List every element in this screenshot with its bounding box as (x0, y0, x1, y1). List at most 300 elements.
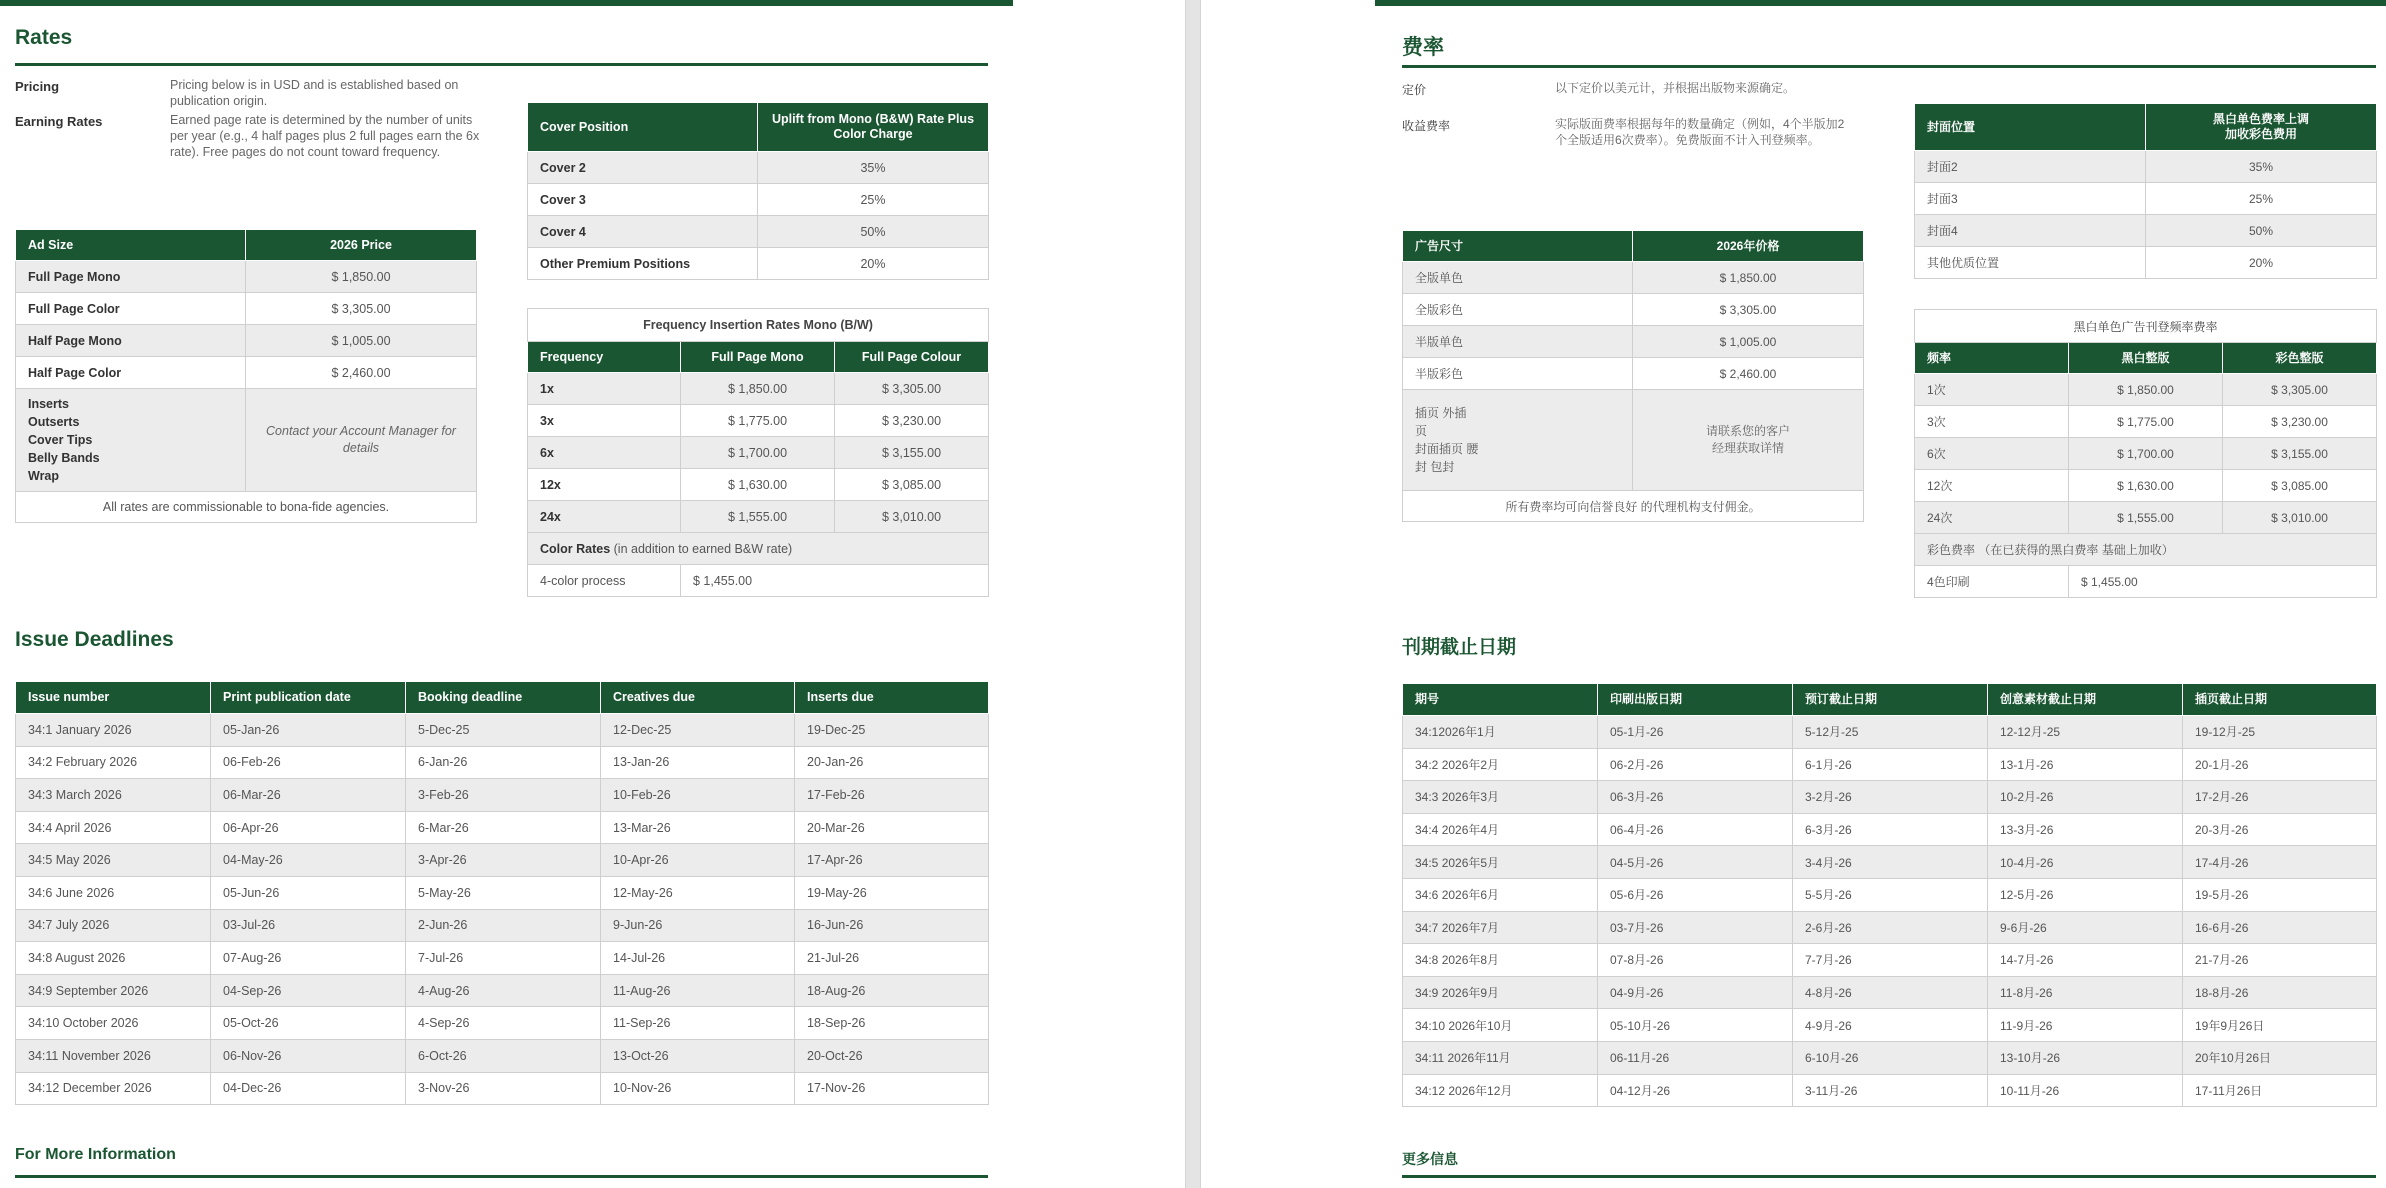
deadline-cell: 21-7月-26 (2183, 944, 2377, 977)
deadline-cell: 04-Sep-26 (211, 974, 406, 1007)
deadline-cell: 3-11月-26 (1793, 1074, 1988, 1107)
deadline-cell: 05-10月-26 (1598, 1009, 1793, 1042)
deadline-cell: 11-8月-26 (1988, 976, 2183, 1009)
table-row (1403, 390, 1864, 491)
deadline-cell: 34:3 2026年3月 (1403, 781, 1598, 814)
table-row (16, 746, 989, 779)
contact-note: Contact your Account Manager for details (246, 389, 477, 492)
colour-rate-cell: $ 3,305.00 (835, 373, 989, 405)
deadline-cell: 17-Apr-26 (795, 844, 989, 877)
deadline-cell: 34:7 2026年7月 (1403, 911, 1598, 944)
inserts-due-header: Inserts due (795, 682, 989, 714)
top-accent-bar (0, 0, 1013, 6)
cover-position-cell: 封面4 (1915, 215, 2146, 247)
deadline-cell: 20-Oct-26 (795, 1039, 989, 1072)
earning-rates-text: 实际版面费率根据每年的数量确定（例如，4个半版加2个全版适用6次费率）。免费版面不计入刊登频率。 (1555, 117, 1845, 147)
deadline-cell: 6-10月-26 (1793, 1041, 1988, 1074)
deadline-cell: 06-4月-26 (1598, 813, 1793, 846)
deadline-cell: 3-2月-26 (1793, 781, 1988, 814)
pricing-text: 以下定价以美元计，并根据出版物来源确定。 (1555, 81, 1796, 95)
ad-size-cell: Half Page Color (16, 357, 246, 389)
table-row (1915, 438, 2377, 470)
table-row (16, 357, 477, 389)
table-row (16, 876, 989, 909)
color-rates-label: Color Rates (540, 541, 611, 556)
colour-rate-cell: $ 3,085.00 (2223, 470, 2377, 502)
deadline-cell: 13-10月-26 (1988, 1041, 2183, 1074)
special-item: 封面插页 腰 (1415, 442, 1479, 456)
table-row (16, 974, 989, 1007)
frequency-cell: 1x (528, 373, 681, 405)
deadline-cell: 17-11月26日 (2183, 1074, 2377, 1107)
deadline-cell: 34:1 January 2026 (16, 714, 211, 747)
deadline-cell: 34:5 2026年5月 (1403, 846, 1598, 879)
deadline-cell: 5-5月-26 (1793, 878, 1988, 911)
table-row (16, 1072, 989, 1105)
more-info-rule (15, 1175, 988, 1178)
creatives-due-header: 创意素材截止日期 (1988, 684, 2183, 716)
cover-position-header: 封面位置 (1915, 104, 2146, 151)
deadline-cell: 14-7月-26 (1988, 944, 2183, 977)
table-row (528, 469, 989, 501)
table-row (16, 325, 477, 357)
deadline-cell: 5-May-26 (406, 876, 601, 909)
cover-position-table (1914, 103, 2377, 279)
cover-position-table (527, 102, 989, 280)
deadline-cell: 3-4月-26 (1793, 846, 1988, 879)
deadline-cell: 3-Nov-26 (406, 1072, 601, 1105)
contact-note: 请联系您的客户经理获取详情 (1633, 390, 1864, 491)
mono-rate-cell: $ 1,630.00 (2069, 470, 2223, 502)
table-row (528, 216, 989, 248)
table-row (16, 844, 989, 877)
deadline-cell: 34:11 November 2026 (16, 1039, 211, 1072)
table-row (1403, 294, 1864, 326)
more-info-title: For More Information (15, 1146, 176, 1163)
deadline-cell: 12-5月-26 (1988, 878, 2183, 911)
creatives-due-header: Creatives due (601, 682, 795, 714)
full-page-colour-header: Full Page Colour (835, 342, 989, 373)
deadline-cell: 13-3月-26 (1988, 813, 2183, 846)
special-item: Inserts (28, 397, 69, 411)
special-item: Outserts (28, 415, 80, 429)
title-rule (15, 63, 988, 66)
deadline-cell: 17-2月-26 (2183, 781, 2377, 814)
price-header: 2026 Price (246, 230, 477, 261)
table-row (528, 248, 989, 280)
deadline-cell: 11-9月-26 (1988, 1009, 2183, 1042)
mono-rate-cell: $ 1,700.00 (2069, 438, 2223, 470)
colour-rate-cell: $ 3,230.00 (835, 405, 989, 437)
deadline-cell: 06-Nov-26 (211, 1039, 406, 1072)
ad-size-cell: 全版单色 (1403, 262, 1633, 294)
uplift-header: Uplift from Mono (B&W) Rate Plus Color Charge (758, 103, 989, 152)
frequency-table-caption: 黑白单色广告刊登频率费率 (1915, 310, 2377, 343)
deadline-cell: 4-Sep-26 (406, 1007, 601, 1040)
full-page-mono-header: 黑白整版 (2069, 343, 2223, 374)
deadline-cell: 10-4月-26 (1988, 846, 2183, 879)
deadline-cell: 04-12月-26 (1598, 1074, 1793, 1107)
deadline-cell: 11-Sep-26 (601, 1007, 795, 1040)
deadline-cell: 13-Mar-26 (601, 811, 795, 844)
deadline-cell: 34:3 March 2026 (16, 779, 211, 812)
table-row (1403, 748, 2377, 781)
deadline-cell: 3-Feb-26 (406, 779, 601, 812)
pricing-label: Pricing (15, 79, 60, 94)
ad-size-header: Ad Size (16, 230, 246, 261)
inserts-due-header: 插页截止日期 (2183, 684, 2377, 716)
frequency-cell: 3x (528, 405, 681, 437)
table-row (1403, 878, 2377, 911)
table-row (1915, 406, 2377, 438)
deadline-cell: 34:7 July 2026 (16, 909, 211, 942)
special-item: Belly Bands (28, 451, 100, 465)
deadline-cell: 19-5月-26 (2183, 878, 2377, 911)
deadline-cell: 16-Jun-26 (795, 909, 989, 942)
price-cell: $ 3,305.00 (246, 293, 477, 325)
special-item: 页 (1415, 424, 1428, 438)
table-row (528, 501, 989, 533)
color-rates-note: （在已获得的黑白费率 基础上加收） (1978, 543, 2174, 557)
table-row (1915, 502, 2377, 534)
deadline-cell: 7-Jul-26 (406, 942, 601, 975)
color-rates-row (1915, 534, 2377, 566)
deadline-cell: 17-Feb-26 (795, 779, 989, 812)
deadline-cell: 5-12月-25 (1793, 716, 1988, 749)
deadline-cell: 2-Jun-26 (406, 909, 601, 942)
frequency-cell: 3次 (1915, 406, 2069, 438)
deadline-cell: 06-Mar-26 (211, 779, 406, 812)
deadline-cell: 34:4 April 2026 (16, 811, 211, 844)
frequency-table-caption: Frequency Insertion Rates Mono (B/W) (528, 309, 989, 342)
deadline-cell: 05-1月-26 (1598, 716, 1793, 749)
booking-deadline-header: 预订截止日期 (1793, 684, 1988, 716)
deadline-cell: 3-Apr-26 (406, 844, 601, 877)
uplift-cell: 25% (2146, 183, 2377, 215)
colour-rate-cell: $ 3,010.00 (2223, 502, 2377, 534)
table-row (528, 437, 989, 469)
deadline-cell: 6-Oct-26 (406, 1039, 601, 1072)
cover-position-cell: Other Premium Positions (528, 248, 758, 280)
uplift-cell: 25% (758, 184, 989, 216)
cover-position-header: Cover Position (528, 103, 758, 152)
deadline-cell: 04-May-26 (211, 844, 406, 877)
uplift-cell: 50% (758, 216, 989, 248)
deadline-cell: 18-8月-26 (2183, 976, 2377, 1009)
deadline-cell: 20-3月-26 (2183, 813, 2377, 846)
price-cell: $ 1,005.00 (246, 325, 477, 357)
process-value: $ 1,455.00 (681, 565, 989, 597)
price-header: 2026年价格 (1633, 231, 1864, 262)
process-label: 4-color process (528, 565, 681, 597)
table-row (16, 942, 989, 975)
deadline-cell: 14-Jul-26 (601, 942, 795, 975)
deadline-cell: 16-6月-26 (2183, 911, 2377, 944)
uplift-cell: 35% (758, 152, 989, 184)
table-row (16, 293, 477, 325)
table-row (16, 1007, 989, 1040)
process-value: $ 1,455.00 (2069, 566, 2377, 598)
deadline-cell: 34:4 2026年4月 (1403, 813, 1598, 846)
issue-number-header: 期号 (1403, 684, 1598, 716)
deadline-cell: 4-9月-26 (1793, 1009, 1988, 1042)
table-row (528, 184, 989, 216)
deadline-cell: 04-5月-26 (1598, 846, 1793, 879)
deadline-cell: 18-Sep-26 (795, 1007, 989, 1040)
deadline-cell: 34:2 February 2026 (16, 746, 211, 779)
deadline-cell: 06-11月-26 (1598, 1041, 1793, 1074)
deadline-cell: 34:12 2026年12月 (1403, 1074, 1598, 1107)
deadline-cell: 34:11 2026年11月 (1403, 1041, 1598, 1074)
mono-rate-cell: $ 1,630.00 (681, 469, 835, 501)
deadline-cell: 34:10 October 2026 (16, 1007, 211, 1040)
deadline-cell: 10-Apr-26 (601, 844, 795, 877)
deadlines-body (16, 714, 989, 1105)
deadline-cell: 17-4月-26 (2183, 846, 2377, 879)
page-divider (1185, 0, 1201, 1188)
more-info-rule (1402, 1175, 2376, 1178)
table-row (16, 714, 989, 747)
deadline-cell: 19年9月26日 (2183, 1009, 2377, 1042)
deadline-cell: 06-Feb-26 (211, 746, 406, 779)
ad-size-cell: Full Page Color (16, 293, 246, 325)
deadline-cell: 6-Mar-26 (406, 811, 601, 844)
table-row (1403, 781, 2377, 814)
deadline-cell: 13-1月-26 (1988, 748, 2183, 781)
mono-rate-cell: $ 1,775.00 (2069, 406, 2223, 438)
colour-rate-cell: $ 3,305.00 (2223, 374, 2377, 406)
special-formats-cell (16, 389, 246, 492)
deadline-cell: 5-Dec-25 (406, 714, 601, 747)
deadlines-body (1403, 716, 2377, 1107)
deadline-cell: 12-12月-25 (1988, 716, 2183, 749)
uplift-cell: 35% (2146, 151, 2377, 183)
mono-rate-cell: $ 1,700.00 (681, 437, 835, 469)
special-item: 封 包封 (1415, 460, 1455, 474)
deadline-cell: 10-2月-26 (1988, 781, 2183, 814)
uplift-cell: 20% (2146, 247, 2377, 279)
table-row (16, 1039, 989, 1072)
table-row (1403, 716, 2377, 749)
issue-deadlines-table (1402, 683, 2377, 1107)
deadline-cell: 34:12 December 2026 (16, 1072, 211, 1105)
colour-rate-cell: $ 3,085.00 (835, 469, 989, 501)
frequency-cell: 6次 (1915, 438, 2069, 470)
page-gutter (1013, 0, 1375, 1188)
colour-rate-cell: $ 3,155.00 (835, 437, 989, 469)
frequency-cell: 12次 (1915, 470, 2069, 502)
pricing-text: Pricing below is in USD and is established based on publication origin. (170, 78, 459, 108)
price-cell: $ 1,005.00 (1633, 326, 1864, 358)
earning-rates-label: 收益费率 (1402, 119, 1451, 133)
issue-deadlines-title: 刊期截止日期 (1402, 637, 1517, 658)
deadline-cell: 19-12月-25 (2183, 716, 2377, 749)
deadline-cell: 11-Aug-26 (601, 974, 795, 1007)
deadline-cell: 05-Jun-26 (211, 876, 406, 909)
ad-size-cell: 全版彩色 (1403, 294, 1633, 326)
deadline-cell: 21-Jul-26 (795, 942, 989, 975)
ad-size-table (1402, 230, 1864, 522)
deadline-cell: 13-Jan-26 (601, 746, 795, 779)
deadline-cell: 9-6月-26 (1988, 911, 2183, 944)
deadline-cell: 06-2月-26 (1598, 748, 1793, 781)
table-row (1403, 326, 1864, 358)
process-label: 4色印刷 (1915, 566, 2069, 598)
mono-rate-cell: $ 1,775.00 (681, 405, 835, 437)
issue-deadlines-table (15, 681, 989, 1105)
deadline-cell: 19-May-26 (795, 876, 989, 909)
price-cell: $ 1,850.00 (246, 261, 477, 293)
cover-position-cell: 封面2 (1915, 151, 2146, 183)
earning-rates-text: Earned page rate is determined by the number of units per year (e.g., 4 half pages plus 2 full pages earn the 6x rate). Free pages do not count toward frequency. (170, 113, 480, 159)
deadline-cell: 6-Jan-26 (406, 746, 601, 779)
deadline-cell: 05-Oct-26 (211, 1007, 406, 1040)
price-cell: $ 3,305.00 (1633, 294, 1864, 326)
table-row (1403, 944, 2377, 977)
commission-note: All rates are commissionable to bona-fide agencies. (16, 492, 477, 523)
deadline-cell: 34:9 2026年9月 (1403, 976, 1598, 1009)
ad-size-cell: Half Page Mono (16, 325, 246, 357)
issue-deadlines-title: Issue Deadlines (15, 628, 174, 651)
table-row (16, 389, 477, 492)
ad-size-table (15, 229, 477, 523)
deadline-cell: 04-9月-26 (1598, 976, 1793, 1009)
mono-rate-cell: $ 1,555.00 (681, 501, 835, 533)
table-row (1403, 358, 1864, 390)
table-row (1403, 1041, 2377, 1074)
booking-deadline-header: Booking deadline (406, 682, 601, 714)
deadline-cell: 07-Aug-26 (211, 942, 406, 975)
print-date-header: 印刷出版日期 (1598, 684, 1793, 716)
deadline-cell: 34:8 2026年8月 (1403, 944, 1598, 977)
deadline-cell: 20-1月-26 (2183, 748, 2377, 781)
commission-note: 所有费率均可向信誉良好 的代理机构支付佣金。 (1403, 491, 1864, 522)
english-page (0, 0, 1013, 1188)
deadline-cell: 07-8月-26 (1598, 944, 1793, 977)
deadline-cell: 4-Aug-26 (406, 974, 601, 1007)
table-row (528, 152, 989, 184)
uplift-header: 黑白单色费率上调 加收彩色费用 (2146, 104, 2377, 151)
special-item: 插页 外插 (1415, 406, 1467, 420)
more-info-title: 更多信息 (1402, 1151, 1458, 1167)
color-rates-row (528, 533, 989, 565)
special-item: Cover Tips (28, 433, 93, 447)
table-row (1915, 215, 2377, 247)
deadline-cell: 34:12026年1月 (1403, 716, 1598, 749)
chinese-page (1375, 0, 2386, 1188)
colour-rate-cell: $ 3,010.00 (835, 501, 989, 533)
table-row (528, 405, 989, 437)
table-row (16, 261, 477, 293)
deadline-cell: 18-Aug-26 (795, 974, 989, 1007)
color-rates-label: 彩色费率 (1927, 543, 1976, 557)
table-row (1403, 1009, 2377, 1042)
cover-position-cell: 其他优质位置 (1915, 247, 2146, 279)
table-row (528, 373, 989, 405)
mono-rate-cell: $ 1,555.00 (2069, 502, 2223, 534)
mono-rate-cell: $ 1,850.00 (681, 373, 835, 405)
table-row (16, 811, 989, 844)
deadline-cell: 06-3月-26 (1598, 781, 1793, 814)
deadline-cell: 06-Apr-26 (211, 811, 406, 844)
cover-position-cell: Cover 3 (528, 184, 758, 216)
earning-rates-label: Earning Rates (15, 114, 103, 129)
deadline-cell: 34:10 2026年10月 (1403, 1009, 1598, 1042)
special-item: Wrap (28, 469, 60, 483)
deadline-cell: 34:6 June 2026 (16, 876, 211, 909)
top-accent-bar (1375, 0, 2386, 6)
frequency-rates-table (1914, 309, 2377, 598)
table-row (1403, 1074, 2377, 1107)
table-row (1915, 151, 2377, 183)
issue-number-header: Issue number (16, 682, 211, 714)
full-page-colour-header: 彩色整版 (2223, 343, 2377, 374)
cover-position-cell: 封面3 (1915, 183, 2146, 215)
cover-position-cell: Cover 2 (528, 152, 758, 184)
deadline-cell: 6-1月-26 (1793, 748, 1988, 781)
frequency-cell: 24次 (1915, 502, 2069, 534)
print-date-header: Print publication date (211, 682, 406, 714)
deadline-cell: 20-Mar-26 (795, 811, 989, 844)
frequency-cell: 6x (528, 437, 681, 469)
table-row (1403, 976, 2377, 1009)
deadline-cell: 34:6 2026年6月 (1403, 878, 1598, 911)
frequency-header: 频率 (1915, 343, 2069, 374)
colour-rate-cell: $ 3,155.00 (2223, 438, 2377, 470)
ad-size-cell: Full Page Mono (16, 261, 246, 293)
table-row (1915, 183, 2377, 215)
deadline-cell: 20-Jan-26 (795, 746, 989, 779)
frequency-cell: 24x (528, 501, 681, 533)
deadline-cell: 7-7月-26 (1793, 944, 1988, 977)
table-row (1403, 262, 1864, 294)
deadline-cell: 10-Feb-26 (601, 779, 795, 812)
table-row (1915, 247, 2377, 279)
table-row (16, 779, 989, 812)
ad-size-cell: 半版单色 (1403, 326, 1633, 358)
frequency-cell: 12x (528, 469, 681, 501)
uplift-cell: 20% (758, 248, 989, 280)
deadline-cell: 10-Nov-26 (601, 1072, 795, 1105)
price-cell: $ 2,460.00 (246, 357, 477, 389)
deadline-cell: 03-Jul-26 (211, 909, 406, 942)
mono-rate-cell: $ 1,850.00 (2069, 374, 2223, 406)
table-row (1915, 470, 2377, 502)
price-cell: $ 2,460.00 (1633, 358, 1864, 390)
frequency-rates-table (527, 308, 989, 597)
deadline-cell: 9-Jun-26 (601, 909, 795, 942)
uplift-cell: 50% (2146, 215, 2377, 247)
colour-rate-cell: $ 3,230.00 (2223, 406, 2377, 438)
page-title: 费率 (1402, 36, 1444, 59)
deadline-cell: 2-6月-26 (1793, 911, 1988, 944)
deadline-cell: 03-7月-26 (1598, 911, 1793, 944)
table-row (1403, 911, 2377, 944)
deadline-cell: 6-3月-26 (1793, 813, 1988, 846)
deadline-cell: 19-Dec-25 (795, 714, 989, 747)
page-title: Rates (15, 26, 73, 49)
ad-size-header: 广告尺寸 (1403, 231, 1633, 262)
pricing-label: 定价 (1402, 83, 1427, 97)
deadline-cell: 34:8 August 2026 (16, 942, 211, 975)
table-row (16, 909, 989, 942)
frequency-header: Frequency (528, 342, 681, 373)
deadline-cell: 20年10月26日 (2183, 1041, 2377, 1074)
price-cell: $ 1,850.00 (1633, 262, 1864, 294)
color-rates-note: (in addition to earned B&W rate) (613, 541, 793, 556)
special-formats-cell (1403, 390, 1633, 491)
cover-position-cell: Cover 4 (528, 216, 758, 248)
